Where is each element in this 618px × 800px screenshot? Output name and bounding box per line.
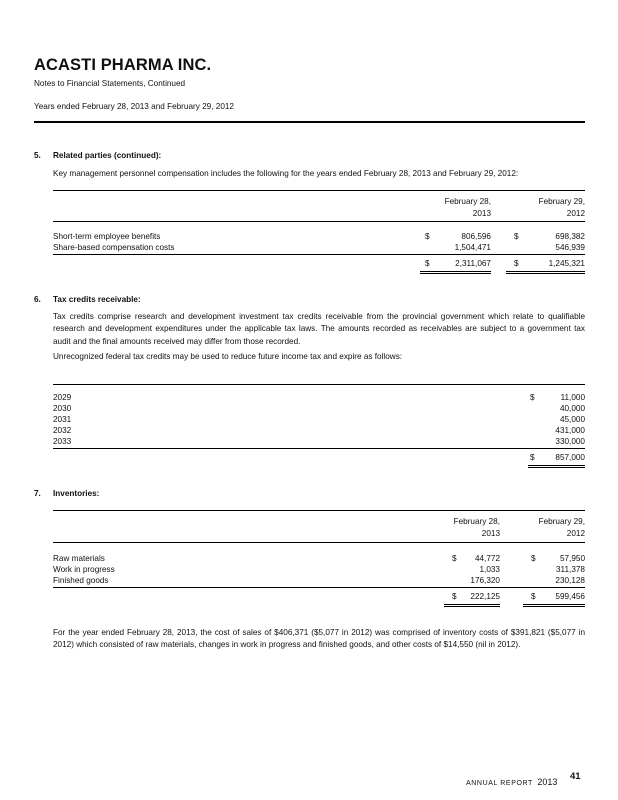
s5-total-cur2: $ xyxy=(514,259,519,268)
header-divider xyxy=(34,121,585,123)
section-5-intro: Key management personnel compensation includes the following for the years ended February 28, 2013 and February 29, 2012: xyxy=(53,169,519,178)
s7-row-v1: 176,320 xyxy=(470,576,500,585)
s7-row-v2: 230,128 xyxy=(555,576,585,585)
s6-row-year: 2029 xyxy=(53,393,72,402)
s5-row-v1: 1,504,471 xyxy=(454,243,491,252)
s7-double-underline-1 xyxy=(444,604,500,607)
s5-total-rule xyxy=(53,254,585,255)
s7-col2-header-line2: 2012 xyxy=(566,529,585,538)
page-footer xyxy=(466,772,557,790)
s7-total-v2: 599,456 xyxy=(555,592,585,601)
s6-total-value: 857,000 xyxy=(555,453,585,462)
section-5-table-top-rule xyxy=(53,190,585,191)
company-name: ACASTI PHARMA INC. xyxy=(34,56,212,74)
s7-total-rule xyxy=(53,587,585,588)
section-7-note: For the year ended February 28, 2013, the cost of sales of $406,371 ($5,077 in 2012) was comprised of inventory costs of $391,821 ($5,077 in 2012) which consisted of raw materials, changes in work in progress and finished goods, and other costs of $14,550 (nil in 2012). xyxy=(53,628,585,650)
s7-col2-header xyxy=(520,516,585,540)
section-6-paragraph-2: Unrecognized federal tax credits may be used to reduce future income tax and expire as follows: xyxy=(53,352,403,361)
section-7-header-rule xyxy=(53,542,585,543)
s6-row-value: 45,000 xyxy=(559,415,585,424)
s7-row-v1: 44,772 xyxy=(474,554,500,563)
s7-col1-header xyxy=(440,516,500,540)
s5-row-label: Short-term employee benefits xyxy=(53,232,161,241)
s5-row-label: Share-based compensation costs xyxy=(53,243,175,252)
s6-row-year: 2031 xyxy=(53,415,72,424)
s6-row-value: 11,000 xyxy=(560,393,585,402)
s5-col2-header-line2: 2012 xyxy=(566,209,585,218)
s7-row-label: Raw materials xyxy=(53,554,105,563)
page-subtitle: Notes to Financial Statements, Continued xyxy=(34,79,186,88)
footer-label: ANNUAL REPORT xyxy=(466,780,533,787)
s5-total-cur1: $ xyxy=(425,259,430,268)
s6-row-year: 2033 xyxy=(53,437,72,446)
s6-row-year: 2030 xyxy=(53,404,72,413)
s5-col1-header-line1: February 28, xyxy=(444,197,491,206)
s6-row-year: 2032 xyxy=(53,426,72,435)
page-number: 41 xyxy=(570,771,581,782)
period-line: Years ended February 28, 2013 and February 29, 2012 xyxy=(34,102,234,111)
s5-col2-header xyxy=(506,196,585,220)
s6-total-rule xyxy=(53,448,585,449)
s6-double-underline xyxy=(528,465,585,468)
section-6-table-top-rule xyxy=(53,384,585,385)
s5-row-v2: 698,382 xyxy=(555,232,585,241)
section-6-number: 6. xyxy=(34,295,41,304)
s5-total-v2: 1,245,321 xyxy=(548,259,585,268)
footer-year: 2013 xyxy=(537,777,558,787)
s7-row-v2: 57,950 xyxy=(559,554,585,563)
s5-row-v1: 806,596 xyxy=(461,232,491,241)
s5-row-v2: 546,939 xyxy=(555,243,585,252)
s5-col2-header-line1: February 29, xyxy=(538,197,585,206)
s7-row-v1: 1,033 xyxy=(479,565,500,574)
section-5-number: 5. xyxy=(34,151,41,160)
s7-col1-header-line1: February 28, xyxy=(453,517,500,526)
s7-total-cur2: $ xyxy=(531,592,536,601)
section-5-title: Related parties (continued): xyxy=(53,151,162,160)
s7-total-v1: 222,125 xyxy=(470,592,500,601)
section-7-title: Inventories: xyxy=(53,489,100,498)
section-5-header-rule xyxy=(53,221,585,222)
s5-double-underline-1 xyxy=(420,271,491,274)
s7-col1-header-line2: 2013 xyxy=(481,529,500,538)
s6-row-value: 40,000 xyxy=(559,404,585,413)
s6-total-cur: $ xyxy=(530,453,535,462)
section-6-paragraph-1: Tax credits comprise research and development investment tax credits receivable from the provincial government which relate to qualifiable research and development expenditures under the applicable tax laws. The amounts recorded as receivables are subject to a government tax audit and the final amounts received may differ from those recorded. xyxy=(53,312,585,346)
s7-row-cur2: $ xyxy=(531,554,536,563)
s5-total-v1: 2,311,067 xyxy=(455,259,491,268)
s6-row-value: 431,000 xyxy=(555,426,585,435)
s7-row-label: Finished goods xyxy=(53,576,109,585)
s7-row-v2: 311,378 xyxy=(556,565,585,574)
s5-col1-header-line2: 2013 xyxy=(472,209,491,218)
s7-row-cur1: $ xyxy=(452,554,457,563)
s5-row-cur1: $ xyxy=(425,232,430,241)
s7-row-label: Work in progress xyxy=(53,565,115,574)
s7-double-underline-2 xyxy=(523,604,585,607)
section-7-table-top-rule xyxy=(53,510,585,511)
section-7-number: 7. xyxy=(34,489,41,498)
s6-row-cur: $ xyxy=(530,393,535,402)
s7-col2-header-line1: February 29, xyxy=(538,517,585,526)
s7-total-cur1: $ xyxy=(452,592,457,601)
s6-row-value: 330,000 xyxy=(555,437,585,446)
section-6-title: Tax credits receivable: xyxy=(53,295,141,304)
s5-double-underline-2 xyxy=(506,271,585,274)
s5-row-cur2: $ xyxy=(514,232,519,241)
s5-col1-header xyxy=(420,196,491,220)
